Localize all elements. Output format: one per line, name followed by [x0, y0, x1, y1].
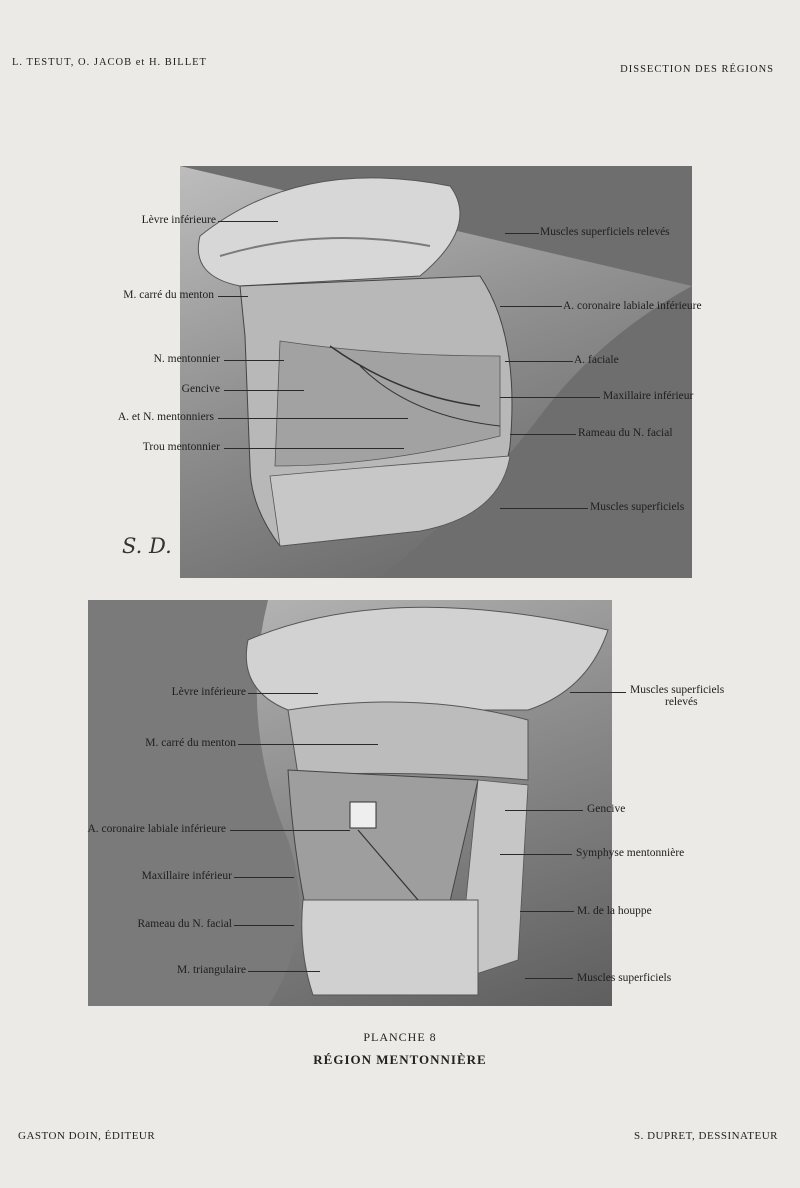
- plate-number: PLANCHE 8: [363, 1030, 437, 1044]
- leader-line: [500, 306, 562, 307]
- label-levre-inferieure: Lèvre inférieure: [141, 214, 216, 226]
- leader-line: [218, 418, 408, 419]
- leader-line: [238, 744, 378, 745]
- leader-line: [224, 390, 304, 391]
- label-trou-mentonnier: Trou mentonnier: [142, 441, 220, 453]
- label-muscles-superficiels-releves-bottom: Muscles superficiels: [630, 684, 725, 696]
- label-symphyse-mentonniere: Symphyse mentonnière: [576, 847, 685, 859]
- label-carre-du-menton-bottom: M. carré du menton: [145, 737, 236, 749]
- label-maxillaire-inferieur-bottom: Maxillaire inférieur: [141, 870, 232, 882]
- label-triangulaire: M. triangulaire: [177, 964, 246, 976]
- label-rameau-nerf-facial-bottom: Rameau du N. facial: [137, 918, 232, 930]
- label-muscles-superficiels: Muscles superficiels: [590, 501, 685, 513]
- label-arteres-nerfs-mentonniers: A. et N. mentonniers: [117, 411, 214, 423]
- leader-line: [510, 434, 576, 435]
- leader-line: [525, 978, 573, 979]
- label-gencive-bottom: Gencive: [587, 803, 626, 815]
- label-maxillaire-inferieur: Maxillaire inférieur: [603, 390, 694, 402]
- footer-artist: S. DUPRET, DESSINATEUR: [633, 1130, 778, 1142]
- label-muscles-superficiels-bottom: Muscles superficiels: [577, 972, 672, 984]
- leader-line: [234, 925, 294, 926]
- leader-line: [218, 296, 248, 297]
- label-nerf-mentonnier: N. mentonnier: [153, 353, 220, 365]
- leader-line: [500, 854, 572, 855]
- label-rameau-nerf-facial: Rameau du N. facial: [578, 427, 673, 439]
- dissection-illustration-bottom: [88, 600, 612, 1006]
- leader-line: [500, 397, 600, 398]
- leader-line: [234, 877, 294, 878]
- leader-line: [224, 448, 404, 449]
- label-artere-faciale: A. faciale: [574, 354, 619, 366]
- leader-line: [224, 360, 284, 361]
- leader-line: [500, 508, 588, 509]
- label-gencive: Gencive: [181, 383, 220, 395]
- leader-line: [218, 221, 278, 222]
- label-muscle-de-la-houppe: M. de la houppe: [577, 905, 652, 917]
- leader-line: [248, 693, 318, 694]
- leader-line: [505, 810, 583, 811]
- footer-editor: GASTON DOIN, ÉDITEUR: [18, 1130, 156, 1142]
- label-coronaire-labiale: A. coronaire labiale inférieure: [563, 300, 702, 312]
- leader-line: [505, 361, 573, 362]
- plate-title: RÉGION MENTONNIÈRE: [313, 1052, 487, 1067]
- header-section: DISSECTION DES RÉGIONS: [620, 64, 774, 75]
- label-coronaire-labiale-bottom: A. coronaire labiale inférieure: [87, 823, 226, 835]
- leader-line: [520, 911, 574, 912]
- artist-signature: S. D.: [122, 534, 172, 558]
- label-muscles-superficiels-releves: Muscles superficiels relevés: [540, 226, 670, 238]
- label-releves-bottom: relevés: [665, 696, 698, 708]
- label-carre-du-menton: M. carré du menton: [123, 289, 214, 301]
- leader-line: [248, 971, 320, 972]
- header-authors: L. TESTUT, O. JACOB et H. BILLET: [12, 57, 207, 68]
- leader-line: [230, 830, 350, 831]
- leader-line: [570, 692, 626, 693]
- leader-line: [505, 233, 539, 234]
- label-levre-inferieure-bottom: Lèvre inférieure: [171, 686, 246, 698]
